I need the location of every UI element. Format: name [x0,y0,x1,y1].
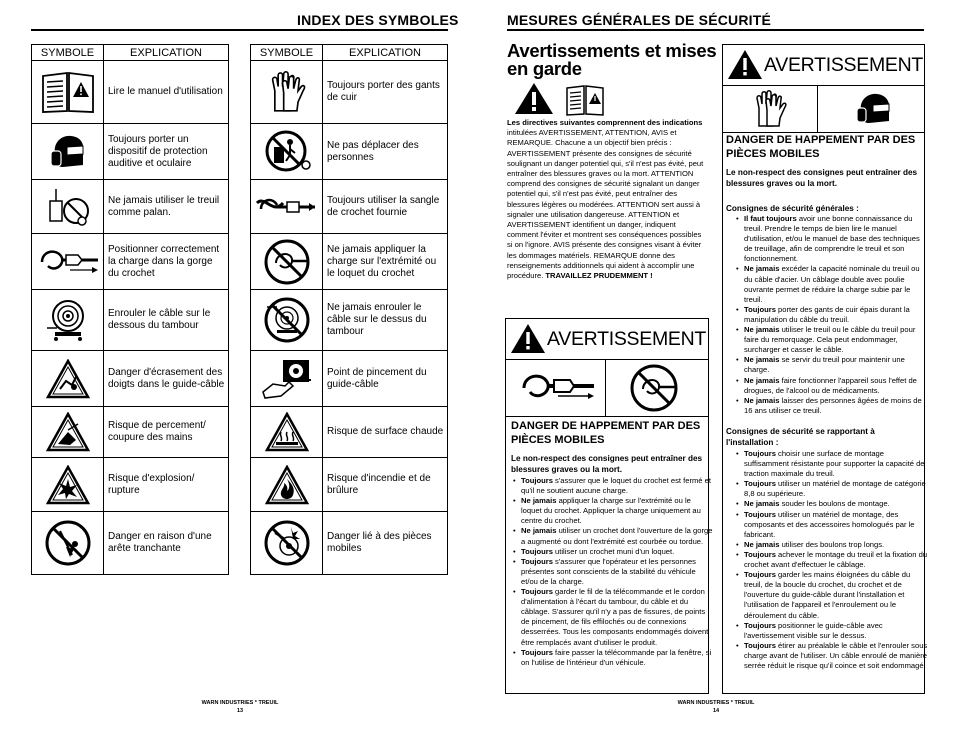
hook-position-icon [514,366,598,410]
list-item-keyword: Toujours [744,549,776,559]
manual-icon [565,84,605,121]
list-item [521,557,713,587]
list-item [744,305,930,325]
list-item [521,476,713,496]
intro-end: TRAVAILLEZ PRUDEMMENT ! [545,271,653,281]
pinch-point-icon [251,351,323,407]
list-item [744,499,930,509]
list-item-keyword: Toujours [521,556,553,566]
intro-paragraph [507,118,707,281]
list-item-text: laisser des personnes âgées de moins de 16 ans utiliser ce treuil. [744,395,922,415]
list-item-text: utiliser le treuil ou le câble du treuil pour faire du remorquage. Cela peut endommager, surcharger et casser le câble. [744,325,916,355]
no-hoist-icon [32,180,104,234]
list-item [744,510,930,540]
list-item-text: se servir du treuil pour maintenir une charge. [744,355,905,375]
list-item-text: porter des gants de cuir épais durant la manipulation du câble du treuil. [744,304,910,324]
list-item [744,325,930,355]
symbol-row [251,407,448,458]
install-list [735,449,930,671]
list-item-keyword: Toujours [744,620,776,630]
warning-icon-row [506,360,708,417]
right-page-header: MESURES GÉNÉRALES DE SÉCURITÉ [507,12,772,28]
symbol-row [251,180,448,234]
symbol-explanation: Toujours porter un dispositif de protection auditive et oculaire [104,124,229,180]
list-item-text: utiliser un crochet dont l'ouverture de la gorge a augmenté ou dont l'extrémité est courbée ou tordue. [521,526,713,546]
symbol-explanation: Point de pincement du guide-câble [323,351,448,407]
alert-triangle-icon [514,82,554,120]
gloves-icon [251,61,323,124]
list-item-keyword: Toujours [744,570,776,580]
footer-page-number: 13 [236,708,244,714]
list-item-text: utiliser des boulons trop longs. [779,539,885,549]
list-item-text: s'assurer que le loquet du crochet est fermé et qu'il ne soutient aucune charge. [521,476,711,496]
list-item-keyword: Toujours [744,640,776,650]
list-item-keyword: Ne jamais [744,264,780,274]
list-item-text: garder les mains éloignées du câble du treuil, de la boucle du crochet, du crochet et de l'ouverture du guide-câble durant l'installation et l'utilisation de l'appareil et l'enroulement ou le déroulement du câble. [744,570,911,620]
list-item-text: étirer au préalable le câble et l'enrouler sous charge avant de l'utiliser. Un câble enroulé de manière serrée réduit le risque qu'il coince et soit endommagé. [744,640,928,670]
symbol-row [251,234,448,290]
list-item-keyword: Ne jamais [744,325,780,335]
footer-page-number: 14 [712,708,720,714]
crush-warning-icon [32,351,104,407]
col-explication-header: EXPLICATION [323,45,448,61]
general-list [735,214,930,416]
list-item-keyword: Ne jamais [521,496,557,506]
list-item-text: appliquer la charge sur l'extrémité ou le loquet du crochet. Appliquer la charge uniquement au centre du crochet. [521,496,701,526]
list-item-text: utiliser un matériel de montage de catégorie 8,8 ou supérieure. [744,479,926,499]
list-item [744,449,930,479]
symbol-explanation: Toujours utiliser la sangle de crochet fournie [323,180,448,234]
list-item-text: achever le montage du treuil et la fixation du crochet avant d'effectuer le câblage. [744,549,928,570]
symbol-table-2 [250,44,448,575]
symbol-row [32,290,229,351]
no-hook-tip-icon [629,363,679,413]
list-item [744,540,930,550]
section-title-line1: Avertissements et mises [507,40,717,61]
symbol-explanation: Risque d'incendie et de brûlure [323,458,448,512]
left-footer [160,699,320,715]
list-item-keyword: Toujours [744,304,776,314]
right-header-rule [507,29,924,31]
fire-warning-icon [251,458,323,512]
list-item-keyword: Toujours [744,479,776,489]
symbol-explanation: Ne pas déplacer des personnes [323,124,448,180]
list-item-text: s'assurer que l'opérateur et les personnes présentes sont conscients de la stabilité du véhicule et/ou de la charge. [521,556,696,586]
list-item-text: garder le fil de la télécommande et le cordon d'alimentation à l'écart du tambour, du câble et du câblage. S'assurer qu'il n'y a pas de fissures, de points de pincement, de fils effilochés ou de connexions desserrées. Tous les composants endommagés doivent être remplacés avant d'utiliser le produit. [521,587,709,647]
col-explication-header: EXPLICATION [104,45,229,61]
list-item [744,396,930,416]
list-item-keyword: Ne jamais [744,539,780,549]
symbol-explanation: Enrouler le câble sur le dessous du tambour [104,290,229,351]
symbol-explanation: Ne jamais utiliser le treuil comme palan. [104,180,229,234]
list-item-keyword: Ne jamais [744,355,780,365]
list-item-text: choisir une surface de montage suffisamment résistante pour supporter la capacité de traction maximale du treuil. [744,449,925,479]
list-item [744,570,930,620]
footer-brand: WARN INDUSTRIES * TREUIL [201,700,279,706]
symbol-explanation: Risque de surface chaude [323,407,448,458]
symbol-explanation: Risque de percement/ coupure des mains [104,407,229,458]
entanglement-list [512,476,713,668]
symbol-row [251,512,448,575]
warning-triangle-icon [510,323,546,354]
list-item [744,264,930,304]
warning-box-general [722,44,928,694]
list-item-keyword: Toujours [521,546,553,556]
section-title-line2: en garde [507,58,582,79]
list-item [521,648,713,668]
list-item-keyword: Toujours [521,476,553,485]
helmet-icon [855,91,893,127]
symbol-row [251,124,448,180]
list-item [744,641,930,671]
list-item-keyword: Toujours [521,587,553,597]
symbol-row [32,234,229,290]
warning-banner [723,45,924,86]
warning-triangle-icon [727,49,763,80]
symbol-row [251,458,448,512]
list-item [744,550,930,570]
intro-text: intitulées AVERTISSEMENT, ATTENTION, AVIS et REMARQUE. Chacune a un objectif bien précis : AVERTISSEMENT présente des consignes de sécurité soulignant un danger potentiel qui, s'il n'est pas évité, peut entraîner des blessures graves ou la mort. ATTENTION comprend des consignes de sécurité signalant un danger potentiel qui, s'il n'est pas évité, peut entraîner des blessures légères ou modérées. ATTENTION sert aussi à signaler une utilisation dangereuse. ATTENTION et AVERTISSEMENT identifient un danger, indiquent comment l'éviter et montrent ses conséquences possibles si on l'ignore. AVIS présente des consignes visant à éviter les dommages matériels. REMARQUE donne des renseignements additionnels qui aident à accomplir une procédure. [507,128,704,281]
symbol-explanation: Danger d'écrasement des doigts dans le guide-câble [104,351,229,407]
section-title [507,42,716,78]
list-item-text: souder les boulons de montage. [779,499,890,509]
list-item-text: positionner le guide-câble avec l'avertissement visible sur le dessus. [744,620,883,640]
drum-under-icon [32,290,104,351]
list-item [744,621,930,641]
symbol-explanation: Positionner correctement la charge dans la gorge du crochet [104,234,229,290]
list-item [521,526,713,546]
no-hook-tip-icon [251,234,323,290]
list-item [521,547,713,557]
hook-position-icon [32,234,104,290]
list-item [744,376,930,396]
list-item-keyword: Toujours [744,509,776,519]
intro-bold: Les directives suivantes comprennent des indications [507,118,703,127]
list-item [744,355,930,375]
symbol-row [32,407,229,458]
list-item-text: avoir une bonne connaissance du treuil. Prendre le temps de bien lire le manuel d'utilisation, et/ou le manuel de base des techniques de treuillage, afin de comprendre le treuil et son fonctionnement. [744,214,920,264]
warning-word: AVERTISSEMENT [764,54,923,76]
list-item-text: faire passer la télécommande par la fenêtre, si on l'utilise de l'intérieur d'un véhicule. [521,647,712,667]
list-item [521,496,713,526]
general-title: Consignes de sécurité générales : [726,204,859,213]
symbol-row [32,61,229,124]
symbol-row [32,180,229,234]
symbol-row [32,458,229,512]
right-footer [636,699,796,715]
danger-title: DANGER DE HAPPEMENT PAR DES PIÈCES MOBILES [726,134,916,160]
list-item-keyword: Ne jamais [521,526,557,536]
symbol-explanation: Danger en raison d'une arête tranchante [104,512,229,575]
list-item-text: faire fonctionner l'appareil sous l'effet de drogues, de l'alcool ou de médicaments. [744,375,917,395]
danger-subtitle: Le non-respect des consignes peut entraîner des blessures graves ou la mort. [726,168,918,188]
symbol-row [32,512,229,575]
col-symbol-header: SYMBOLE [251,45,323,61]
list-item [744,479,930,499]
list-item-keyword: Ne jamais [744,499,780,509]
no-drum-top-icon [251,290,323,351]
no-move-people-icon [251,124,323,180]
symbol-row [251,61,448,124]
danger-title: DANGER DE HAPPEMENT PAR DES PIÈCES MOBILES [511,420,701,446]
danger-subtitle: Le non-respect des consignes peut entraîner des blessures graves ou la mort. [511,454,703,474]
strap-icon [251,180,323,234]
list-item-keyword: Ne jamais [744,375,780,385]
warning-word: AVERTISSEMENT [547,328,706,350]
list-item-keyword: Toujours [744,449,776,458]
left-header-rule [31,29,448,31]
symbol-row [32,124,229,180]
symbol-row [32,351,229,407]
symbol-explanation: Risque d'explosion/ rupture [104,458,229,512]
cut-warning-icon [32,407,104,458]
symbol-explanation: Lire le manuel d'utilisation [104,61,229,124]
symbol-table-1 [31,44,229,575]
list-item-keyword: Toujours [521,647,553,657]
symbol-explanation: Toujours porter des gants de cuir [323,61,448,124]
symbol-explanation: Ne jamais enrouler le câble sur le dessus du tambour [323,290,448,351]
manual-icon [32,61,104,124]
list-item-keyword: Il faut toujours [744,214,797,223]
list-item [744,214,930,264]
no-moving-parts-icon [251,512,323,575]
list-item-text: utiliser un crochet muni d'un loquet. [552,546,675,556]
list-item-keyword: Ne jamais [744,395,780,405]
footer-brand: WARN INDUSTRIES * TREUIL [677,700,755,706]
gloves-icon [753,90,787,128]
symbol-explanation: Danger lié à des pièces mobiles [323,512,448,575]
symbol-explanation: Ne jamais appliquer la charge sur l'extrémité ou le loquet du crochet [323,234,448,290]
helmet-icon [32,124,104,180]
warning-banner [506,319,708,360]
hot-surface-icon [251,407,323,458]
warning-box-entanglement [505,318,713,694]
install-title: Consignes de sécurité se rapportant à l'installation : [726,427,875,447]
explosion-warning-icon [32,458,104,512]
symbol-row [251,351,448,407]
left-page-header: INDEX DES SYMBOLES [297,12,459,28]
list-item-text: excéder la capacité nominale du treuil ou du câble d'acier. Un câblage double avec poulie ouvrante permet de réduire la charge subie par le treuil. [744,264,920,304]
warning-icon-row [723,86,924,133]
col-symbol-header: SYMBOLE [32,45,104,61]
symbol-row [251,290,448,351]
list-item-text: utiliser un matériel de montage, des composants et des accessoires homologués par le fabricant. [744,509,915,539]
sharp-edge-icon [32,512,104,575]
list-item [521,587,713,648]
